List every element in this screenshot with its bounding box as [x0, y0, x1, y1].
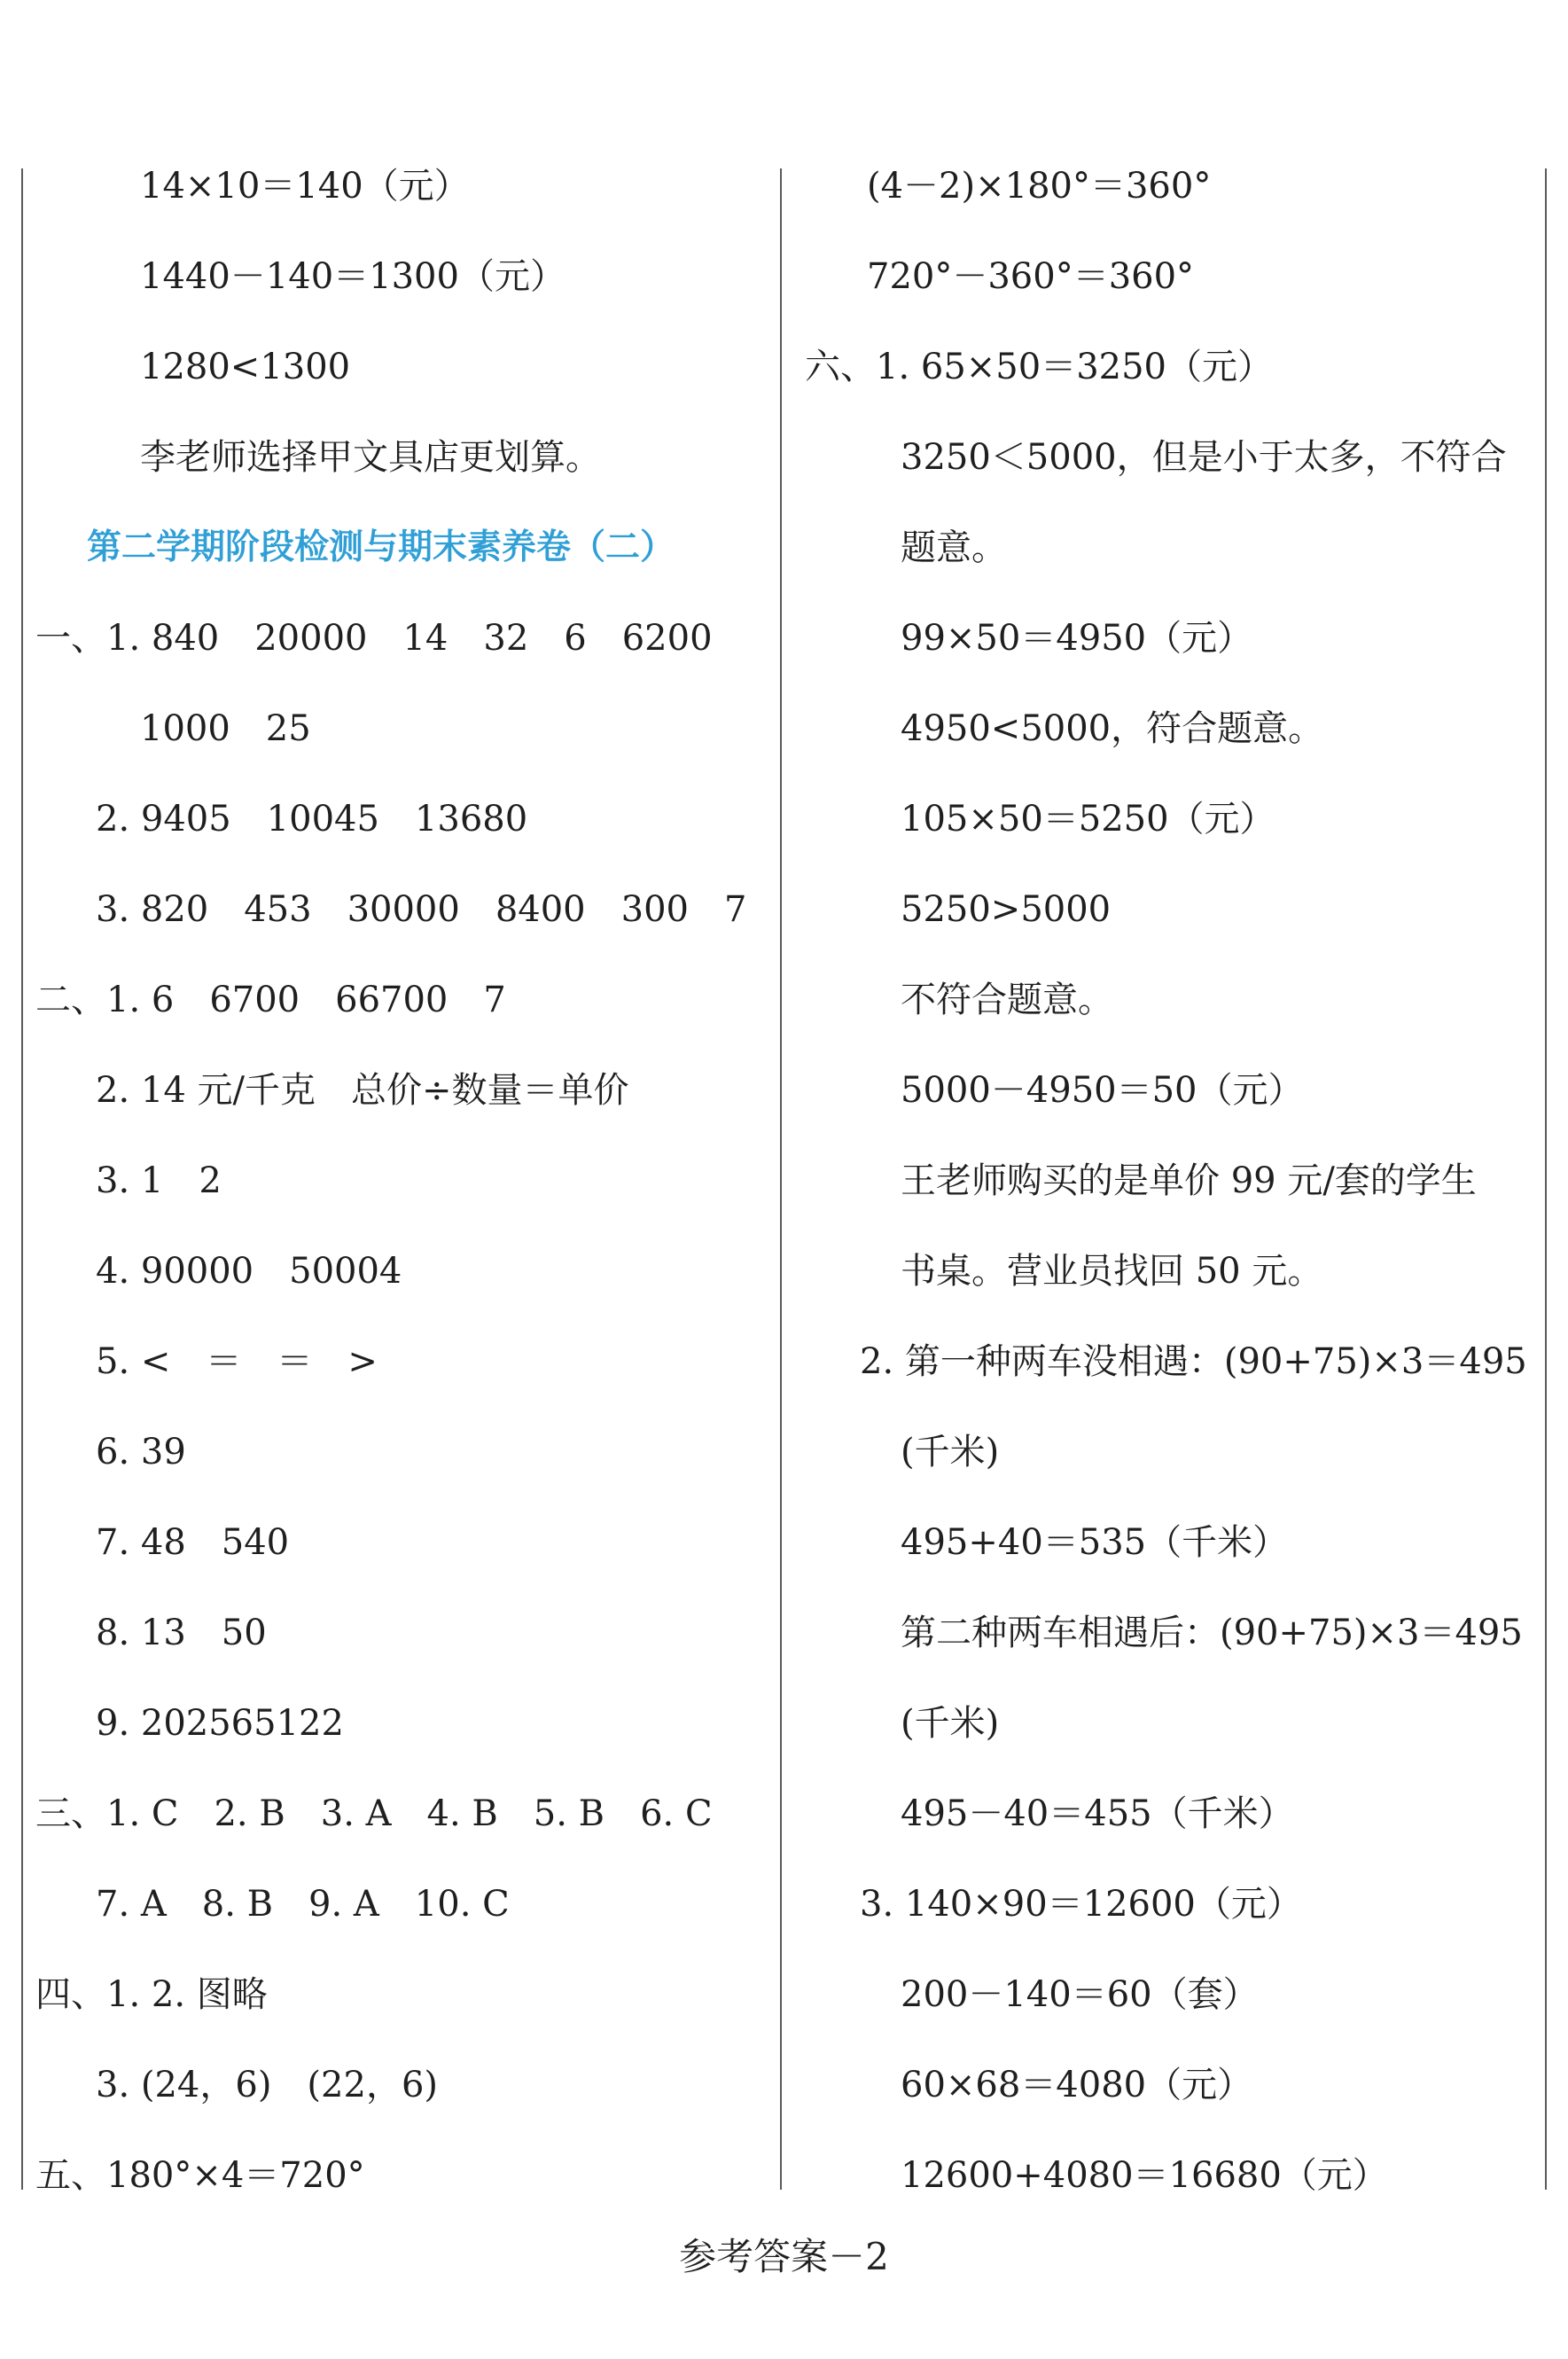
calc-line: 14×10＝140（元）	[140, 166, 470, 207]
calc-line: (千米)	[901, 1432, 1000, 1472]
calc-line: 60×68＝4080（元）	[901, 2065, 1253, 2105]
left-rule	[21, 168, 23, 2190]
conclusion-line: 书桌。营业员找回 50 元。	[901, 1251, 1323, 1292]
calc-line: 不符合题意。	[901, 980, 1113, 1020]
calc-line: 105×50＝5250（元）	[901, 799, 1275, 840]
answer-line: 2. 14 元/千克 总价÷数量＝单价	[96, 1070, 629, 1111]
calc-line: 12600+4080＝16680（元）	[901, 2155, 1388, 2196]
answer-line: 4. 90000 50004	[96, 1251, 402, 1292]
calc-line: 200－140＝60（套）	[901, 1974, 1259, 2015]
answer-line: 5. < ＝ ＝ >	[96, 1341, 378, 1382]
center-rule	[780, 168, 782, 2190]
answer-line: 1000 25	[140, 708, 311, 749]
answer-line: 一、1. 840 20000 14 32 6 6200	[35, 618, 713, 659]
conclusion-line: 李老师选择甲文具店更划算。	[140, 437, 601, 478]
answer-line: 五、180°×4＝720°	[35, 2155, 365, 2196]
answer-line: 3. 820 453 30000 8400 300 7	[96, 889, 747, 930]
answer-line: 六、1. 65×50＝3250（元）	[805, 347, 1273, 387]
page-footer: 参考答案－2	[679, 2235, 889, 2278]
calc-line: 1440－140＝1300（元）	[140, 256, 566, 297]
answer-line: 三、1. C 2. B 3. A 4. B 5. B 6. C	[35, 1793, 713, 1834]
calc-line: 99×50＝4950（元）	[901, 618, 1253, 659]
answer-line: 2. 9405 10045 13680	[96, 799, 528, 840]
section-heading: 第二学期阶段检测与期末素养卷（二）	[87, 527, 675, 567]
answer-line: 2. 第一种两车没相遇：(90+75)×3＝495	[860, 1341, 1527, 1382]
calc-line: 4950<5000，符合题意。	[901, 708, 1324, 749]
answer-line: 8. 13 50	[96, 1613, 267, 1653]
calc-line: 495－40＝455（千米）	[901, 1793, 1294, 1834]
calc-line: 3250＜5000，但是小于太多，不符合	[901, 437, 1507, 478]
calc-line: 1280<1300	[140, 347, 351, 387]
conclusion-line: 王老师购买的是单价 99 元/套的学生	[901, 1160, 1477, 1201]
answer-line: 3. (24，6) (22，6)	[96, 2065, 438, 2105]
calc-line: 第二种两车相遇后：(90+75)×3＝495	[901, 1613, 1523, 1653]
answer-line: 6. 39	[96, 1432, 186, 1472]
calc-line: 495+40＝535（千米）	[901, 1522, 1289, 1563]
calc-line: 题意。	[901, 527, 1007, 568]
right-rule	[1545, 168, 1547, 2190]
calc-line: (千米)	[901, 1703, 1000, 1744]
calc-line: 720°－360°＝360°	[867, 256, 1195, 297]
calc-line: 5250>5000	[901, 889, 1112, 930]
answer-line: 二、1. 6 6700 66700 7	[35, 980, 506, 1020]
answer-line: 9. 202565122	[96, 1703, 344, 1744]
answer-line: 3. 1 2	[96, 1160, 222, 1201]
answer-line: 7. A 8. B 9. A 10. C	[96, 1884, 510, 1925]
answer-line: 四、1. 2. 图略	[35, 1974, 268, 2015]
calc-line: 5000－4950＝50（元）	[901, 1070, 1304, 1111]
calc-line: (4－2)×180°＝360°	[867, 166, 1212, 207]
answer-line: 7. 48 540	[96, 1522, 290, 1563]
answer-line: 3. 140×90＝12600（元）	[860, 1884, 1302, 1925]
